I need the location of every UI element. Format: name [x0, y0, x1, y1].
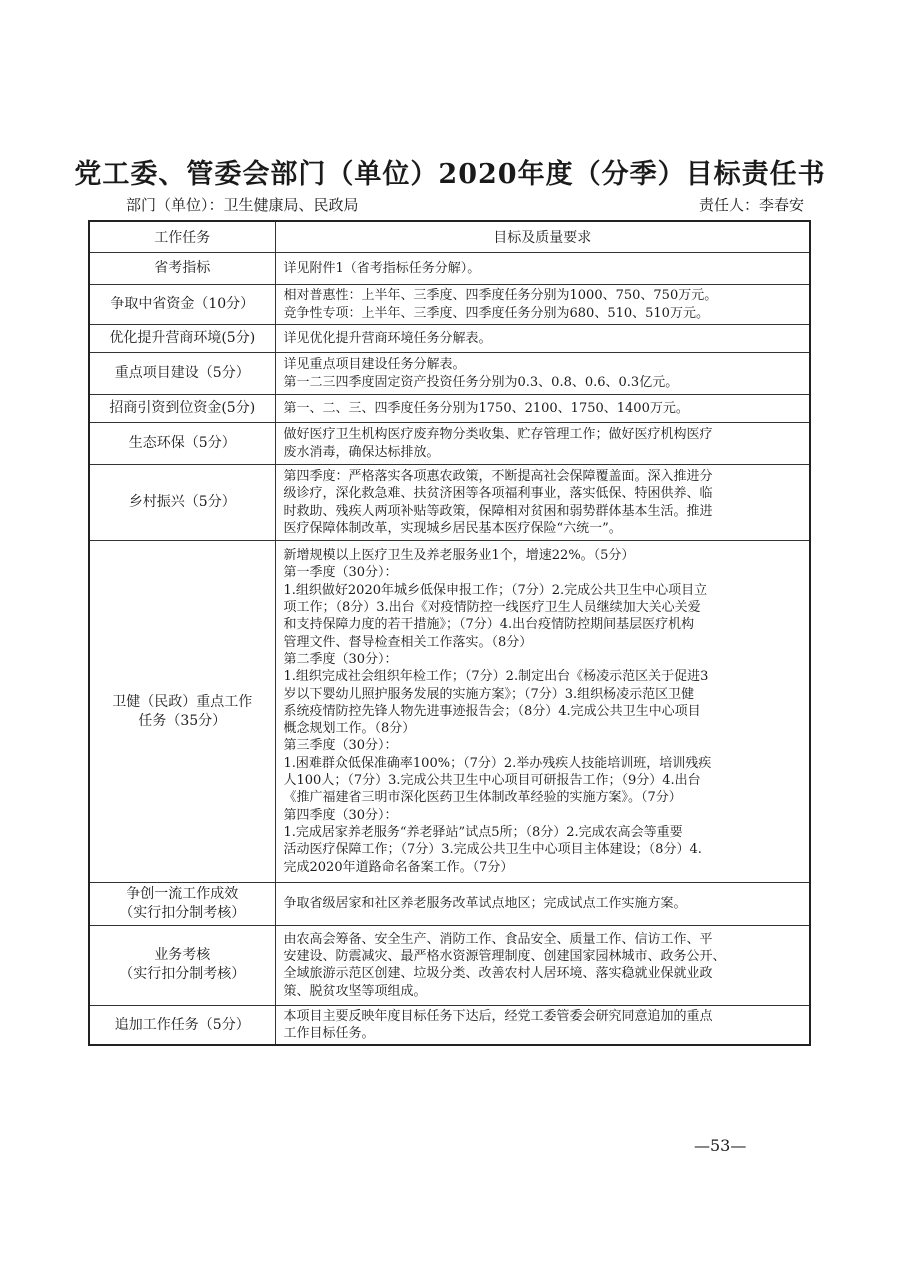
- requirement-line: 和支持保障力度的若干措施》；（7分）4.出台疫情防控期间基层医疗机构: [283, 617, 695, 633]
- task-cell: [89, 395, 275, 423]
- requirement-cell: [275, 253, 810, 285]
- task-label: 重点项目建设（5分）: [114, 365, 250, 382]
- target-table: [88, 220, 811, 1046]
- requirement-cell: [275, 423, 810, 465]
- task-cell: [89, 883, 275, 926]
- requirement-line: 第四季度（30分）：: [283, 807, 398, 823]
- task-label: 争创一流工作成效: [126, 886, 239, 902]
- task-cell: [89, 285, 275, 325]
- requirement-cell: [275, 1005, 810, 1045]
- requirement-line: 1.困难群众低保准确率100%；（7分）2.举办残疾人技能培训班，培训残疾: [283, 755, 712, 771]
- requirement-cell: [275, 465, 810, 541]
- responsible-person: 责任人：李春安: [698, 196, 804, 214]
- requirement-line: 废水消毒，确保达标排放。: [283, 444, 440, 460]
- task-label: 卫健（民政）重点工作: [112, 693, 253, 710]
- requirement-line: 管理文件、督导检查相关工作落实。（8分）: [283, 634, 533, 650]
- requirement-line: 第二季度（30分）：: [283, 651, 398, 667]
- table-row: [89, 395, 810, 423]
- requirement-line: 由农高会筹备、安全生产、消防工作、食品安全、质量工作、信访工作、平: [283, 931, 713, 947]
- requirement-line: 1.组织完成社会组织年检工作；（7分）2.制定出台《杨凌示范区关于促进3: [283, 669, 709, 685]
- requirement-line: 工作目标任务。: [283, 1026, 375, 1042]
- requirement-line: 第四季度：严格落实各项惠农政策，不断提高社会保障覆盖面。深入推进分: [283, 468, 713, 484]
- table-row: [89, 925, 810, 1005]
- table-row: [89, 325, 810, 353]
- requirement-line: 活动医疗保障工作；（7分）3.完成公共卫生中心项目主体建设；（8分）4.: [283, 842, 702, 858]
- requirement-cell: [275, 325, 810, 353]
- requirement-line: 第三季度（30分）：: [283, 738, 398, 754]
- task-label: 追加工作任务（5分）: [114, 1016, 250, 1033]
- requirement-line: 人100人；（7分）3.完成公共卫生中心项目可研报告工作；（9分）4.出台: [283, 773, 701, 789]
- requirement-cell: [275, 285, 810, 325]
- task-label: （实行扣分制考核）: [119, 966, 246, 983]
- task-label: 生态环保（5分）: [128, 435, 236, 452]
- task-label: 业务考核: [154, 947, 211, 964]
- task-label: 省考指标: [154, 260, 211, 277]
- table-header-row: [89, 221, 810, 253]
- task-cell: [89, 353, 275, 395]
- table-row: [89, 353, 810, 395]
- requirement-line: 1.完成居家养老服务“养老驿站”试点5所；（8分）2.完成农高会等重要: [283, 824, 683, 840]
- requirement-line: 争取省级居家和社区养老服务改革试点地区；完成试点工作实施方案。: [283, 896, 687, 912]
- requirement-line: 第一季度（30分）：: [283, 565, 398, 581]
- task-cell: [89, 423, 275, 465]
- table-row: [89, 253, 810, 285]
- requirement-line: 详见附件1（省考指标任务分解）。: [283, 260, 481, 276]
- requirement-line: 系统疫情防控先锋人物先进事迹报告会；（8分）4.完成公共卫生中心项目: [283, 703, 701, 719]
- task-cell: [89, 1005, 275, 1045]
- header-task: 工作任务: [89, 221, 275, 253]
- requirement-cell: [275, 395, 810, 423]
- table-row: [89, 883, 810, 926]
- requirement-cell: [275, 883, 810, 926]
- requirement-line: 1.组织做好2020年城乡低保申报工作；（7分）2.完成公共卫生中心项目立: [283, 582, 708, 598]
- requirement-line: 安建设、防震减灾、最严格水资源管理制度、创建国家园林城市、政务公开、: [283, 948, 726, 964]
- requirement-line: 策、脱贫攻坚等项组成。: [283, 983, 427, 999]
- task-label: 招商引资到位资金(5分): [109, 400, 256, 417]
- requirement-line: 《推广福建省三明市深化医药卫生体制改革经验的实施方案》。（7分）: [283, 790, 682, 806]
- document-title: 党工委、管委会部门（单位）2020年度（分季）目标责任书: [74, 159, 826, 190]
- task-cell: [89, 253, 275, 285]
- task-cell: [89, 541, 275, 883]
- department-label: 部门（单位）：卫生健康局、民政局: [126, 196, 359, 214]
- task-label: 任务（35分）: [138, 712, 227, 729]
- requirement-line: 竞争性专项：上半年、三季度、四季度任务分别为680、510、510万元。: [283, 305, 709, 321]
- requirement-line: 相对普惠性：上半年、三季度、四季度任务分别为1000、750、750万元。: [283, 288, 718, 304]
- task-cell: [89, 325, 275, 353]
- task-label: 争取中省资金（10分）: [110, 296, 255, 313]
- header-requirements: 目标及质量要求: [275, 221, 810, 253]
- requirement-cell: [275, 353, 810, 395]
- page-number: —53—: [694, 1136, 747, 1155]
- requirement-line: 本项目主要反映年度目标任务下达后，经党工委管委会研究同意追加的重点: [283, 1008, 713, 1024]
- table-row: [89, 423, 810, 465]
- requirement-line: 级诊疗，深化救急难、扶贫济困等各项福利事业，落实低保、特困供养、临: [283, 486, 713, 502]
- requirement-cell: [275, 541, 810, 883]
- task-label: 优化提升营商环境(5分): [109, 330, 256, 347]
- table-body: [89, 253, 810, 1046]
- table-row: [89, 1005, 810, 1045]
- task-cell: [89, 465, 275, 541]
- requirement-line: 全域旅游示范区创建、垃圾分类、改善农村人居环境、落实稳就业保就业政: [283, 966, 713, 982]
- requirement-cell: [275, 925, 810, 1005]
- requirement-line: 第一二三四季度固定资产投资任务分别为0.3、0.8、0.6、0.3亿元。: [283, 374, 679, 390]
- requirement-line: 概念规划工作。（8分）: [283, 721, 416, 737]
- task-label: 乡村振兴（5分）: [128, 494, 236, 511]
- requirement-line: 时救助、残疾人两项补贴等政策，保障相对贫困和弱势群体基本生活。推进: [283, 503, 713, 519]
- requirement-line: 详见优化提升营商环境任务分解表。: [283, 330, 492, 346]
- table-row: [89, 285, 810, 325]
- table-row: [89, 465, 810, 541]
- table-row: [89, 541, 810, 883]
- task-label: （实行扣分制考核）: [119, 904, 246, 921]
- requirement-line: 岁以下婴幼儿照护服务发展的实施方案》；（7分）3.组织杨凌示范区卫健: [283, 686, 695, 702]
- requirement-line: 新增规模以上医疗卫生及养老服务业1个，增速22%。（5分）: [283, 548, 635, 564]
- requirement-line: 第一、二、三、四季度任务分别为1750、2100、1750、1400万元。: [283, 400, 689, 416]
- requirement-line: 医疗保障体制改革，实现城乡居民基本医疗保险“六统一”。: [283, 520, 622, 536]
- requirement-line: 项工作；（8分）3.出台《对疫情防控一线医疗卫生人员继续加大关心关爱: [283, 600, 701, 616]
- task-cell: [89, 925, 275, 1005]
- requirement-line: 做好医疗卫生机构医疗废弃物分类收集、贮存管理工作；做好医疗机构医疗: [283, 427, 713, 443]
- requirement-line: 详见重点项目建设任务分解表。: [283, 357, 466, 373]
- requirement-line: 完成2020年道路命名备案工作。（7分）: [283, 859, 514, 875]
